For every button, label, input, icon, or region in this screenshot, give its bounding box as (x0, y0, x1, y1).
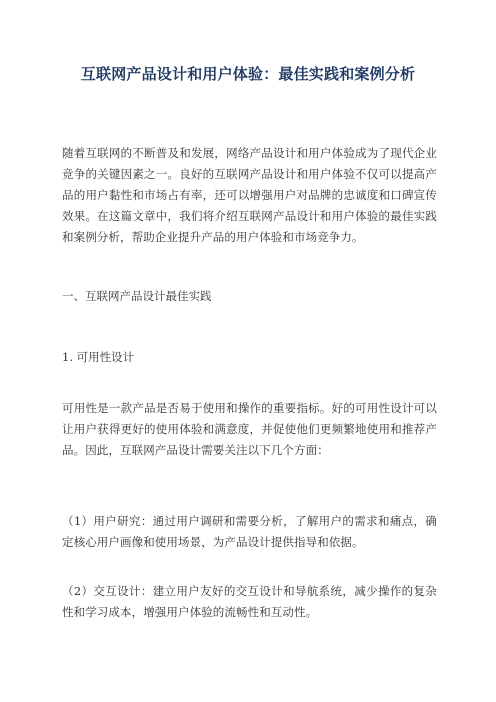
document-title: 互联网产品设计和用户体验：最佳实践和案例分析 (80, 65, 416, 83)
list-item: （2）交互设计：建立用户友好的交互设计和导航系统，减少操作的复杂性和学习成本，增强用户体验的流畅性和互动性。 (62, 584, 437, 619)
usability-paragraph: 可用性是一款产品是否易于使用和操作的重要指标。好的可用性设计可以让用户获得更好的使用体验和满意度，并促使他们更频繁地使用和推荐产品。因此，互联网产品设计需要关注以下几个方面： (62, 401, 437, 457)
intro-paragraph: 随着互联网的不断普及和发展，网络产品设计和用户体验成为了现代企业竞争的关键因素之一。良好的互联网产品设计和用户体验不仅可以提高产品的用户黏性和市场占有率，还可以增强用户对品牌的忠诚度和口碑宣传效果。在这篇文章中，我们将介绍互联网产品设计和用户体验的最佳实践和案例分析，帮助企业提升产品的用户体验和市场竞争力。 (62, 146, 437, 244)
section-heading: 一、互联网产品设计最佳实践 (62, 289, 212, 303)
list-item: （1）用户研究：通过用户调研和需要分析，了解用户的需求和痛点，确定核心用户画像和使用场景，为产品设计提供指导和依据。 (62, 514, 437, 549)
subsection-heading: 1. 可用性设计 (62, 350, 135, 364)
